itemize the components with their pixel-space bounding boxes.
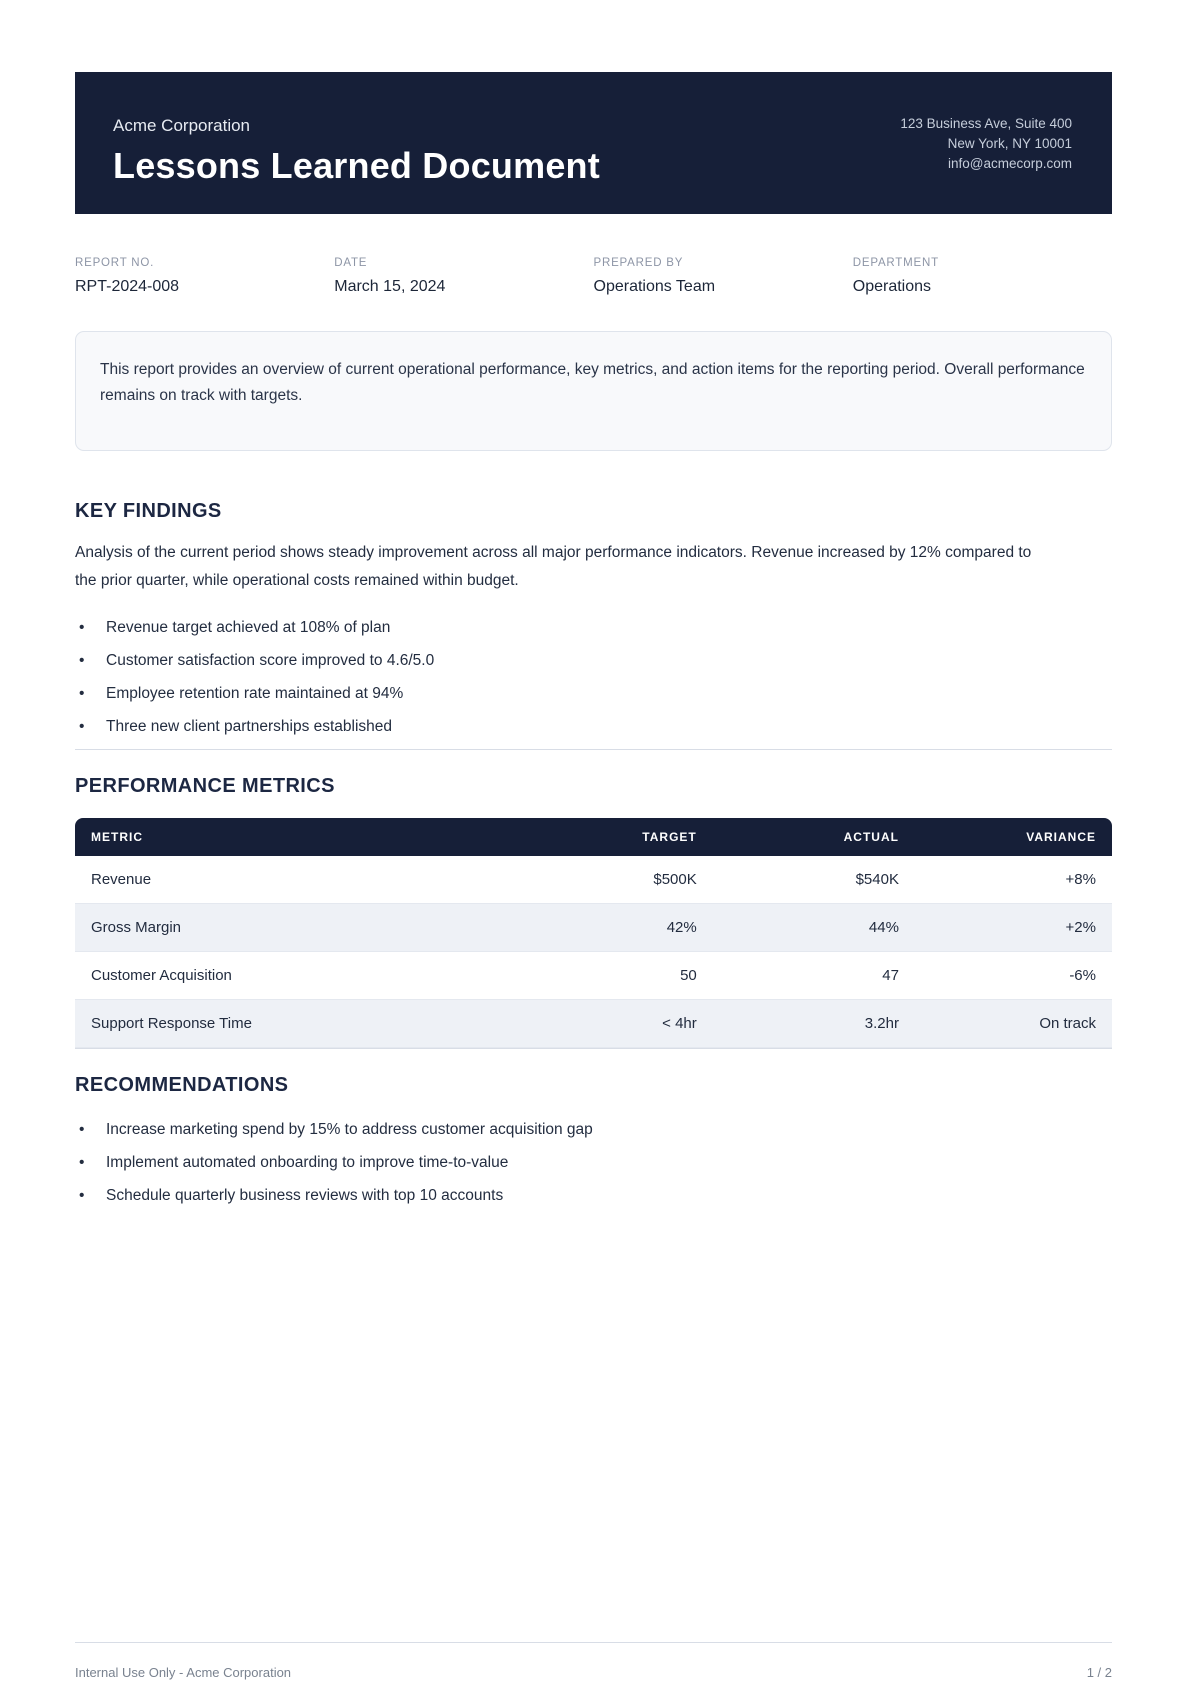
- cell-actual: 3.2hr: [713, 1000, 915, 1048]
- document-page: [0, 72, 1190, 1683]
- company-contact-block: [900, 114, 1072, 188]
- column-header-variance: VARIANCE: [915, 818, 1112, 856]
- cell-metric: Gross Margin: [75, 904, 511, 952]
- recommendations-section: [75, 1073, 1112, 1206]
- recommendations-heading: RECOMMENDATIONS: [75, 1074, 289, 1096]
- table-row: [75, 904, 1112, 952]
- column-header-actual: ACTUAL: [713, 818, 915, 856]
- list-item: • Implement automated onboarding to improve time-to-value: [75, 1152, 1112, 1173]
- meta-field-department: [853, 256, 1112, 297]
- cell-variance: +2%: [915, 904, 1112, 952]
- list-item: • Increase marketing spend by 15% to address customer acquisition gap: [75, 1119, 1112, 1140]
- column-header-target: TARGET: [511, 818, 713, 856]
- meta-value: RPT-2024-008: [75, 278, 180, 295]
- table-header-row: [75, 818, 1112, 856]
- cell-variance: On track: [915, 1000, 1112, 1048]
- section-divider: [75, 1048, 1112, 1049]
- meta-label: REPORT NO.: [75, 257, 155, 269]
- address-line-1: 123 Business Ave, Suite 400: [900, 116, 1072, 131]
- cell-target: < 4hr: [511, 1000, 713, 1048]
- report-meta-row: [75, 256, 1112, 297]
- metrics-table: [75, 818, 1112, 1048]
- cell-target: 50: [511, 952, 713, 1000]
- summary-box: [75, 331, 1112, 451]
- key-findings-list: [75, 617, 1112, 737]
- email-address: info@acmecorp.com: [948, 156, 1072, 171]
- performance-metrics-heading: PERFORMANCE METRICS: [75, 775, 335, 797]
- meta-value: Operations: [852, 278, 932, 295]
- list-item: • Schedule quarterly business reviews with top 10 accounts: [75, 1185, 1112, 1206]
- table-row: [75, 1000, 1112, 1048]
- page-number: 1 / 2: [1086, 1665, 1112, 1680]
- cell-metric: Revenue: [75, 856, 511, 904]
- meta-label: DATE: [334, 257, 368, 269]
- cell-actual: 47: [713, 952, 915, 1000]
- key-findings-paragraph: Analysis of the current period shows steady improvement across all major performance indicators. Revenue increased by 12% compared to the prior quarter, while operational costs remained within budget.: [75, 544, 1032, 589]
- column-header-metric: METRIC: [75, 818, 511, 856]
- document-title: Lessons Learned Document: [113, 145, 600, 186]
- cell-target: 42%: [511, 904, 713, 952]
- key-findings-heading: KEY FINDINGS: [75, 500, 222, 522]
- table-row: [75, 952, 1112, 1000]
- header-left: [113, 96, 600, 188]
- document-header: [75, 72, 1112, 214]
- performance-metrics-section: [75, 774, 1112, 1048]
- address-line-2: New York, NY 10001: [947, 136, 1072, 151]
- meta-label: DEPARTMENT: [852, 257, 939, 269]
- list-item: • Employee retention rate maintained at 94%: [75, 683, 1112, 704]
- recommendations-list: [75, 1119, 1112, 1206]
- cell-variance: +8%: [915, 856, 1112, 904]
- list-item: • Revenue target achieved at 108% of plan: [75, 617, 1112, 638]
- meta-value: March 15, 2024: [334, 278, 446, 295]
- cell-actual: 44%: [713, 904, 915, 952]
- list-item: • Three new client partnerships established: [75, 716, 1112, 737]
- meta-value: Operations Team: [593, 278, 716, 295]
- footer-classification: Internal Use Only - Acme Corporation: [75, 1665, 292, 1680]
- table-row: [75, 856, 1112, 904]
- cell-target: $500K: [511, 856, 713, 904]
- summary-text: This report provides an overview of current operational performance, key metrics, and action items for the reporting period. Overall performance remains on track with targets.: [100, 361, 1085, 404]
- section-divider: [75, 749, 1112, 750]
- meta-field-report-no: [75, 256, 334, 297]
- cell-metric: Support Response Time: [75, 1000, 511, 1048]
- cell-variance: -6%: [915, 952, 1112, 1000]
- document-footer: [75, 1642, 1112, 1680]
- cell-actual: $540K: [713, 856, 915, 904]
- meta-field-date: [334, 256, 593, 297]
- key-findings-section: [75, 499, 1112, 737]
- company-name: Acme Corporation: [113, 116, 251, 135]
- meta-label: PREPARED BY: [593, 257, 684, 269]
- cell-metric: Customer Acquisition: [75, 952, 511, 1000]
- meta-field-prepared-by: [594, 256, 853, 297]
- list-item: • Customer satisfaction score improved to 4.6/5.0: [75, 650, 1112, 671]
